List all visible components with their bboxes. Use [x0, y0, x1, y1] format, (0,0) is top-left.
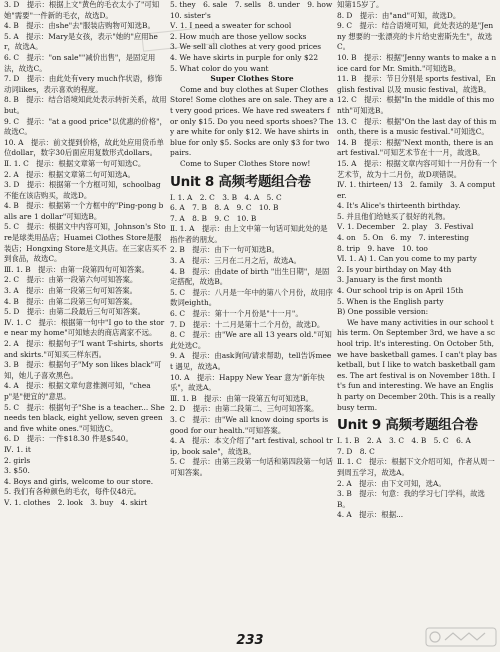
right-watermark-logo [425, 626, 497, 648]
answer-line: 4. A 提示：根据... [337, 510, 404, 520]
answer-line: 3. We sell all clothes at very good prices [170, 42, 322, 52]
answer-line: 4. We have skirts in purple for only $22 [170, 52, 319, 62]
answer-line: 4. on 5. On 6. my 7. interesting [337, 233, 469, 243]
column-2 [170, 0, 334, 626]
answer-line: 4. It's Alice's thirteenth birthday. [337, 201, 461, 211]
answer-line: 4. Our school trip is on April 15th [337, 286, 464, 296]
answer-line: 4. B 提示：由第二段第三句可知答案。 [4, 296, 138, 306]
answer-line: 3. January is the first month [337, 275, 443, 285]
answer-line: 9. A 提示：由ask询问/请求帮助，tell告诉meet 遇见，故选A。 [170, 351, 332, 371]
answer-line: 15. A 提示：根据文章内容可知十一月份有一个艺术节，故为十二月份，故D项错误。 [337, 158, 497, 179]
answer-line: 5. A 提示：Mary是女孩，表示"她的"应用her，故选A。 [4, 31, 158, 52]
answer-line: Ⅴ. 1. December 2. play 3. Festival [337, 222, 474, 232]
answer-line: 9. C 提示：结合语境可知，此处表达的是"Jenny 想要的一张漂亮的卡片给史密斯先生"，故选C。 [337, 21, 494, 52]
answer-line: 2. C 提示：由第一段第六句可知答案。 [4, 275, 138, 285]
answer-line: Ⅳ. 1. it [4, 444, 31, 454]
answer-line: 7. D 提示：十二月是第十二个月份，故选D。 [170, 319, 325, 329]
column-2-bottom [170, 193, 334, 479]
answer-line: 2. B 提示：由下一句可知选B。 [170, 245, 279, 255]
answer-line: 8. trip 9. have 10. too [337, 243, 428, 253]
answer-line: 5. D 提示：由第二段最后三句可知答案。 [4, 307, 145, 317]
page-number: 233 [236, 633, 264, 648]
answer-line: 3. D 提示：根据上文"黄色的毛衣太小了"可知她"需要"一件新的毛衣，故选D。 [4, 0, 160, 20]
answer-line: 2. A 提示：由下文可知，选A。 [337, 478, 446, 488]
answer-line: B) One possible version: [337, 307, 429, 317]
answer-line: Ⅰ. 1. A 2. C 3. B 4. A 5. C [170, 192, 282, 202]
column-3-top [337, 0, 497, 180]
left-watermark-logo [2, 632, 72, 648]
answer-line: 3. A 提示：三月在二月之后，故选A。 [170, 256, 301, 266]
answer-line: 4. B 提示：由she"去"服装店购物可知选B。 [4, 21, 155, 31]
column-3 [337, 0, 497, 626]
essay-body: Come and buy clothes at Super Clothes Store! Some clothes are on sale. They are at very good prices. We have red sweaters for only $15. Do you need sports shoes? They are white for only $12. We have shirts in blue for only $5. Socks are only $3 for two pairs. [170, 84, 334, 158]
answer-line: Ⅳ. 1. thirteen/ 13 2. family 3. A computer. [337, 180, 496, 200]
answer-line: 6. A 7. B 8. A 9. C 10. B [170, 203, 279, 213]
answer-line: 2. Is your birthday on May 4th [337, 264, 452, 274]
answer-line: Ⅵ. 1. A) 1. Can you come to my party [337, 254, 477, 264]
answer-line: 11. B 提示：节日分别是 sports festival，English festival 以及 music festival，故选B。 [337, 74, 496, 94]
answer-line: 12. C 提示：根据"In the middle of this month"可知选B。 [337, 95, 495, 115]
essay-end: Come to Super Clothes Store now! [180, 158, 311, 168]
answer-line: Ⅳ. 1. C 提示：根据第一句中"I go to the store near my home"可知她去的商店离家不远。 [4, 317, 165, 338]
answer-line: 5. 我们有各种颜色的毛衣，每件仅48元。 [4, 487, 142, 497]
answer-line: 9. C 提示："at a good price"以优惠的价格"，故选C。 [4, 116, 167, 137]
answer-line: 4. A 提示：本文介绍了"art festival, school trip, book sale"，故选B。 [170, 436, 333, 456]
column-3-essay: We have many activities in our school this term. On September 3rd, we have a school trip. It's interesting. On October 5th, we have basketball games. I can't play basketball, but I like to watch basketball games. The art festival is on November 18th. It's fun and interesting. We have an English party on December 20th. This is a really busy term. [337, 317, 497, 412]
answer-line: Ⅴ. 1. clothes 2. look 3. buy 4. skirt [4, 497, 148, 507]
answer-line: 3. $50. [4, 466, 30, 476]
answer-line: Ⅱ. 1. C 提示：根据下文介绍可知，作者从周一到周五学习，故选A。 [337, 457, 495, 477]
answer-line: 3. B 提示：句意：我的学习七门学科，故选B。 [337, 489, 485, 509]
answer-line: Ⅰ. 1. B 2. A 3. C 4. B 5. C 6. A [337, 436, 471, 446]
unit9-title: Unit 9 高频考题组合卷 [337, 417, 478, 434]
answer-line: 7. D 8. C [337, 446, 375, 456]
answer-line: 2. girls [4, 455, 31, 465]
unit8-title: Unit 8 高频考题组合卷 [170, 173, 311, 190]
answer-line: 知第15岁了。 [337, 0, 384, 9]
essay-heading: Super Clothes Store [210, 74, 294, 84]
answer-line: 6. C 提示：第十一个月份是"十一月"。 [170, 309, 303, 319]
answer-line: 13. C 提示：根据"On the last day of this month, there is a music festival."可知选C。 [337, 116, 497, 137]
answer-line: 8. D 提示：由"and"可知，故选D。 [337, 10, 461, 20]
answer-line: Ⅴ. 1. I need a sweater for school [170, 21, 292, 31]
answer-line: 5. C 提示：根据句子"She is a teacher... She needs ten black, eight yellow, seven green and five white ones."可知选C。 [4, 402, 165, 433]
answer-line: 3. D 提示：根据第一个方框可知，schoolbag不能在该店购买，故选D。 [4, 180, 161, 200]
answer-line: 3. B 提示：根据句子"My son likes black"可知，她儿子喜欢黑色。 [4, 360, 162, 380]
answer-line: 7. D 提示：由此处有very much作状语，修饰动词likes，表示喜欢的程度。 [4, 74, 163, 94]
column-3-bottom [337, 436, 497, 521]
column-1-content [4, 0, 167, 509]
answer-line: 5. C 提示：由第三段第一句话和第四段第一句话可知答案。 [170, 457, 333, 477]
answer-line: Ⅱ. 1. A 提示：由上文中第一句话可知此处的是指作者的朋友。 [170, 224, 328, 244]
column-3-mid [337, 180, 497, 318]
answer-line: 2. D 提示：由第二段第二、三句可知答案。 [170, 404, 319, 414]
answer-line: 14. B 提示：根据"Next month, there is an art festival."可知艺术节在十一月，故选B。 [337, 137, 494, 158]
answer-line: 6. D 提示：一件$18.30 件是$540。 [4, 434, 133, 444]
answer-line: 5. C 提示：根据文中内容可知，Johnson's Store是球类用品店；Huamei Clothes Store是服装店；Hongxing Store是文具店。在三家店买不到食品，故选C。 [4, 222, 167, 264]
answer-line: 4. Boys and girls, welcome to our store. [4, 476, 154, 486]
answer-line: 2. How much are those yellow socks [170, 31, 307, 41]
answer-line: 3. A 提示：由第一段第三句可知答案。 [4, 286, 137, 296]
answer-line: 3. C 提示：由"We all know doing sports is good for our health."可知答案。 [170, 414, 329, 435]
watermark-logo-icon [425, 626, 497, 648]
answer-line: 10. B 提示：根据"Jenny wants to make a nice card for Mr. Smith."可知选B。 [337, 52, 497, 73]
answer-line: 2. A 提示：根据文章第二句可知选A。 [4, 169, 135, 179]
answer-line: Ⅱ. 1. C 提示：根据文章第一句可知选C。 [4, 158, 146, 168]
answer-line: 10. A 提示：前文提到价格，故此处应用货币单位dollar，数字30后面应用复数形式dollars。 [4, 137, 164, 158]
answer-line: 4. B 提示：由date of birth "出生日期"，是固定搭配，故选B。 [170, 266, 330, 287]
answer-line: 5. they 6. sale 7. sells 8. under 9. how 10. sister's [170, 0, 333, 20]
answer-line: 8. C 提示：由"We are all 13 years old."可知此处选C。 [170, 330, 332, 350]
answer-line: Ⅲ. 1. B 提示：由第一段第五句可知选B。 [170, 393, 313, 403]
answer-line: 6. C 提示："on sale""减价出售"，是固定用法，故选C。 [4, 52, 156, 73]
answer-line: 10. A 提示：Happy New Year 意为"新年快乐"，故选A。 [170, 372, 325, 393]
answer-line: Ⅲ. 1. B 提示：由第一段第四句可知答案。 [4, 264, 149, 274]
answer-line: 5. 并且他们给她买了很好的礼物。 [337, 211, 450, 221]
column-1 [4, 0, 167, 626]
answer-line: 4. A 提示：根据文章句意推测可知，"cheap"是"便宜的"意思。 [4, 381, 151, 401]
answer-line: 7. A 8. B 9. C 10. B [170, 213, 257, 223]
answer-line: 8. B 提示：结合语境知此处表示转折关系，故用but。 [4, 95, 167, 115]
answer-line: 5. What color do you want [170, 63, 269, 73]
answer-line: 2. A 提示：根据句子"I want T-shirts, shorts and skirts."可知买三样东西。 [4, 339, 164, 359]
answer-line: 4. B 提示：根据第一个方框中的"Ping-pong balls are 1 dollar"可知选B。 [4, 201, 164, 221]
answer-line: 5. When is the English party [337, 296, 444, 306]
answer-line: 5. C 提示：八月是一年中的第八个月份，故用序数词eighth。 [170, 287, 333, 308]
